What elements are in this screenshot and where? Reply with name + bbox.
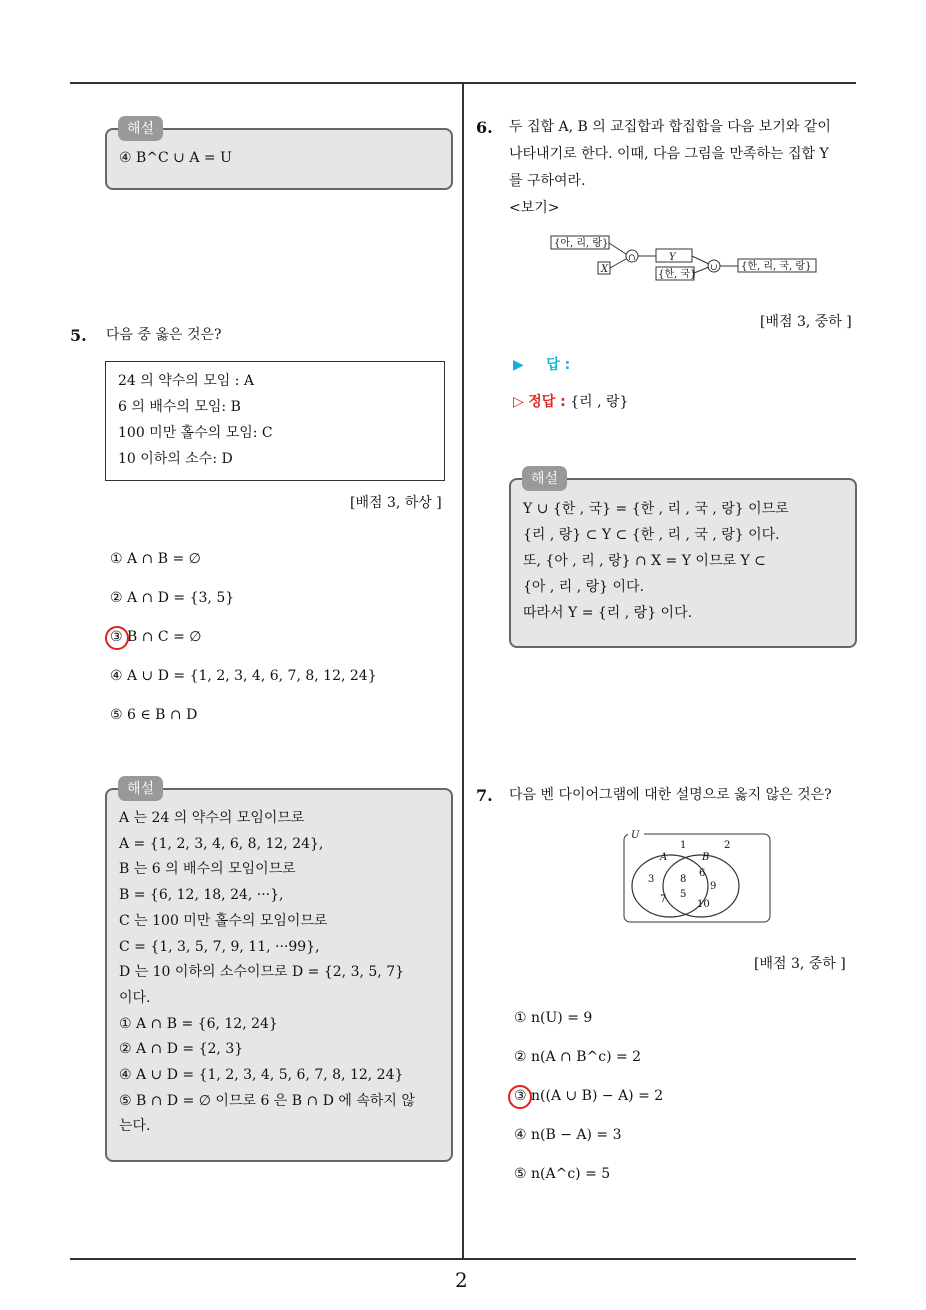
q5-sol-line: B = {6, 12, 18, 24, ···}, [119, 887, 284, 904]
q7-choice-2[interactable]: ② n(A ∩ B^c) = 2 [514, 1049, 642, 1065]
q6-text-line: 두 집합 A, B 의 교집합과 합집합을 다음 보기와 같이 [509, 119, 831, 135]
q6-op-union-text: ∪ [710, 263, 718, 273]
q7-answer-mark [508, 1085, 532, 1109]
q6-op-intersection-text: ∩ [628, 253, 636, 263]
q6-box-hanguk-text: {한, 국} [658, 269, 697, 280]
q5-sol-line: ② A ∩ D = {2, 3} [119, 1041, 244, 1058]
venn-outside-1: 1 [680, 840, 687, 851]
q5-def-4: 10 이하의 소수: D [118, 451, 233, 467]
column-divider [462, 84, 464, 1259]
q6-text [509, 114, 831, 222]
q6-solution-lines [523, 496, 789, 626]
solution-tag: 해설 [118, 776, 163, 801]
venn-a-only-1: 3 [648, 874, 655, 885]
q7-venn-diagram [622, 830, 772, 924]
solution-tag: 해설 [118, 116, 163, 141]
q6-sol-line: 또, {아 , 리 , 랑} ∩ X = Y 이므로 Y ⊂ [523, 553, 766, 569]
q5-text: 다음 중 옳은 것은? [106, 327, 222, 343]
q5-solution-box [105, 788, 453, 1162]
q6-answer-row [513, 354, 570, 374]
q6-sol-line: Y ∪ {한 , 국} = {한 , 리 , 국 , 랑} 이므로 [523, 501, 789, 517]
q6-text-line: <보기> [509, 200, 560, 216]
q5-sol-line: ④ A ∪ D = {1, 2, 3, 4, 5, 6, 7, 8, 12, 24} [119, 1067, 404, 1084]
q5-number: 5. [70, 326, 87, 345]
q7-text: 다음 벤 다이어그램에 대한 설명으로 옳지 않은 것은? [509, 787, 832, 803]
q5-sol-line: 는다. [119, 1118, 151, 1135]
q7-choice-4[interactable]: ④ n(B − A) = 3 [514, 1127, 622, 1143]
q6-operation-diagram [546, 232, 826, 282]
q5-sol-line: 이다. [119, 989, 151, 1006]
q6-box-aril-text: {아, 리, 랑} [554, 238, 609, 249]
q7-number: 7. [476, 786, 493, 805]
outline-play-icon: ▷ [513, 394, 524, 410]
q5-definition-box [105, 361, 445, 481]
q6-score: [배점 3, 중하 ] [760, 314, 852, 330]
q6-correct-label: 정답 : [528, 394, 566, 410]
q6-number: 6. [476, 118, 493, 137]
q6-correct-row [513, 391, 628, 411]
q5-sol-line: C 는 100 미만 홀수의 모임이므로 [119, 912, 328, 929]
q6-text-line: 나타내기로 한다. 이때, 다음 그림을 만족하는 집합 Y [509, 146, 829, 162]
q6-box-result-text: {한, 리, 국, 랑} [741, 261, 812, 272]
q5-score: [배점 3, 하상 ] [350, 495, 442, 511]
bottom-rule [70, 1258, 856, 1260]
venn-both-1: 8 [680, 874, 687, 885]
q6-answer-label: 답 : [546, 357, 571, 373]
q6-sol-line: {리 , 랑} ⊂ Y ⊂ {한 , 리 , 국 , 랑} 이다. [523, 527, 780, 543]
q5-choice-3[interactable]: ③ B ∩ C = ∅ [110, 629, 202, 645]
q5-answer-mark [105, 626, 129, 650]
prev-solution-text: ④ B^C ∪ A = U [119, 150, 232, 166]
venn-both-2: 5 [680, 889, 687, 900]
q5-sol-line: D 는 10 이하의 소수이므로 D = {2, 3, 5, 7} [119, 964, 405, 981]
q5-choice-4[interactable]: ④ A ∪ D = {1, 2, 3, 4, 6, 7, 8, 12, 24} [110, 668, 377, 684]
q5-sol-line: ⑤ B ∩ D = ∅ 이므로 6 은 B ∩ D 에 속하지 않 [119, 1092, 415, 1109]
venn-b-only-3: 10 [697, 899, 710, 910]
venn-b-only-1: 6 [699, 868, 706, 879]
q5-solution-lines [119, 806, 415, 1140]
q5-sol-line: ① A ∩ B = {6, 12, 24} [119, 1015, 278, 1032]
venn-label-b: B [702, 852, 710, 863]
q6-sol-line: {아 , 리 , 랑} 이다. [523, 579, 645, 595]
q5-sol-line: A 는 24 의 약수의 모임이므로 [119, 810, 305, 826]
q6-sol-line: 따라서 Y = {리 , 랑} 이다. [523, 605, 693, 621]
q6-text-line: 를 구하여라. [509, 173, 586, 189]
venn-a-only-2: 7 [660, 894, 667, 905]
q7-choice-1[interactable]: ① n(U) = 9 [514, 1010, 593, 1026]
q5-choice-2[interactable]: ② A ∩ D = {3, 5} [110, 590, 235, 606]
q6-box-x-text: X [601, 264, 609, 275]
q6-correct-value: {리 , 랑} [570, 394, 629, 410]
venn-b-only-2: 9 [710, 881, 717, 892]
play-icon: ▶ [513, 357, 524, 373]
q7-choice-5[interactable]: ⑤ n(A^c) = 5 [514, 1166, 611, 1182]
q7-score: [배점 3, 중하 ] [754, 956, 846, 972]
venn-label-u: U [631, 830, 640, 841]
q5-sol-line: B 는 6 의 배수의 모임이므로 [119, 861, 296, 878]
solution-tag: 해설 [522, 466, 567, 491]
q6-solution-box [509, 478, 857, 648]
venn-outside-2: 2 [724, 840, 731, 851]
q5-sol-line: A = {1, 2, 3, 4, 6, 8, 12, 24}, [119, 835, 324, 852]
q7-choice-3[interactable]: ③ n((A ∪ B) − A) = 2 [514, 1088, 664, 1104]
venn-label-a: A [660, 852, 668, 863]
page-number: 2 [455, 1268, 468, 1292]
q5-choice-5[interactable]: ⑤ 6 ∈ B ∩ D [110, 707, 198, 723]
q5-def-2: 6 의 배수의 모임: B [118, 399, 241, 415]
q5-choice-1[interactable]: ① A ∩ B = ∅ [110, 551, 201, 567]
q5-def-1: 24 의 약수의 모임 : A [118, 373, 255, 389]
q6-box-y-text: Y [669, 252, 676, 263]
q5-sol-line: C = {1, 3, 5, 7, 9, 11, ···99}, [119, 938, 320, 955]
q5-def-3: 100 미만 홀수의 모임: C [118, 425, 273, 441]
